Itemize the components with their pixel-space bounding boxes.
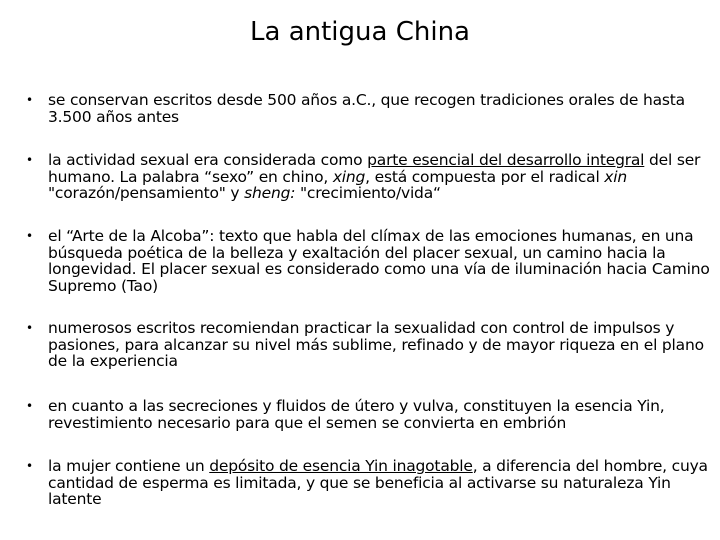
slide-title: La antigua China [250, 17, 470, 47]
bullet-text-part: del ser humano. La palabra “sexo” en chino, [48, 151, 701, 186]
bullet-text: se conservan escritos desde 500 años a.C., que recogen tradiciones orales de hasta 3.500 años antes [48, 91, 685, 126]
bullet-text-part: , está compuesta por el radical [365, 167, 605, 186]
bullet-dot-icon: • [26, 459, 34, 473]
bullet-dot-icon: • [26, 153, 34, 167]
italic-word: xing [332, 167, 366, 186]
bullet-text: numerosos escritos recomiendan practicar la sexualidad con control de impulsos y pasiones, para alcanzar su nivel más sublime, refinado y de mayor riqueza en el plano de la experiencia [48, 319, 704, 370]
bullet-text: en cuanto a las secreciones y fluidos de útero y vulva, constituyen la esencia Yin, revestimiento necesario para que el semen se convierta en embrión [48, 397, 665, 432]
bullet-text-part: la mujer contiene un [48, 457, 210, 475]
bullet-text-part: "crecimiento/vida“ [295, 184, 441, 202]
bullet-text: el “Arte de la Alcoba”: texto que habla del clímax de las emociones humanas, en una búsqueda poética de la belleza y exaltación del placer sexual, un camino hacia la longevidad. El placer sexual es considerado como una vía de iluminación hacia Camino Supremo (Tao) [48, 227, 710, 295]
bullet-text [48, 458, 710, 508]
bullet-dot-icon: • [26, 229, 34, 243]
bullet-dot-icon: • [26, 399, 34, 413]
bullet-dot-icon: • [26, 321, 34, 335]
bullet-text-part: , a diferencia del hombre, cuya cantidad de esperma es limitada, y que se beneficia al activarse su naturaleza Yin latente [48, 457, 708, 508]
bullet-text-part: la actividad sexual era considerada como [48, 151, 368, 169]
bullet-text-part: "corazón/pensamiento" y [48, 184, 245, 202]
bullet-dot-icon: • [26, 93, 34, 107]
italic-word: sheng: [244, 184, 296, 202]
italic-word: xin [604, 167, 627, 186]
underlined-phrase: depósito de esencia Yin inagotable [209, 457, 473, 475]
underlined-phrase: parte esencial del desarrollo integral [367, 151, 645, 169]
bullet-text [48, 152, 710, 202]
